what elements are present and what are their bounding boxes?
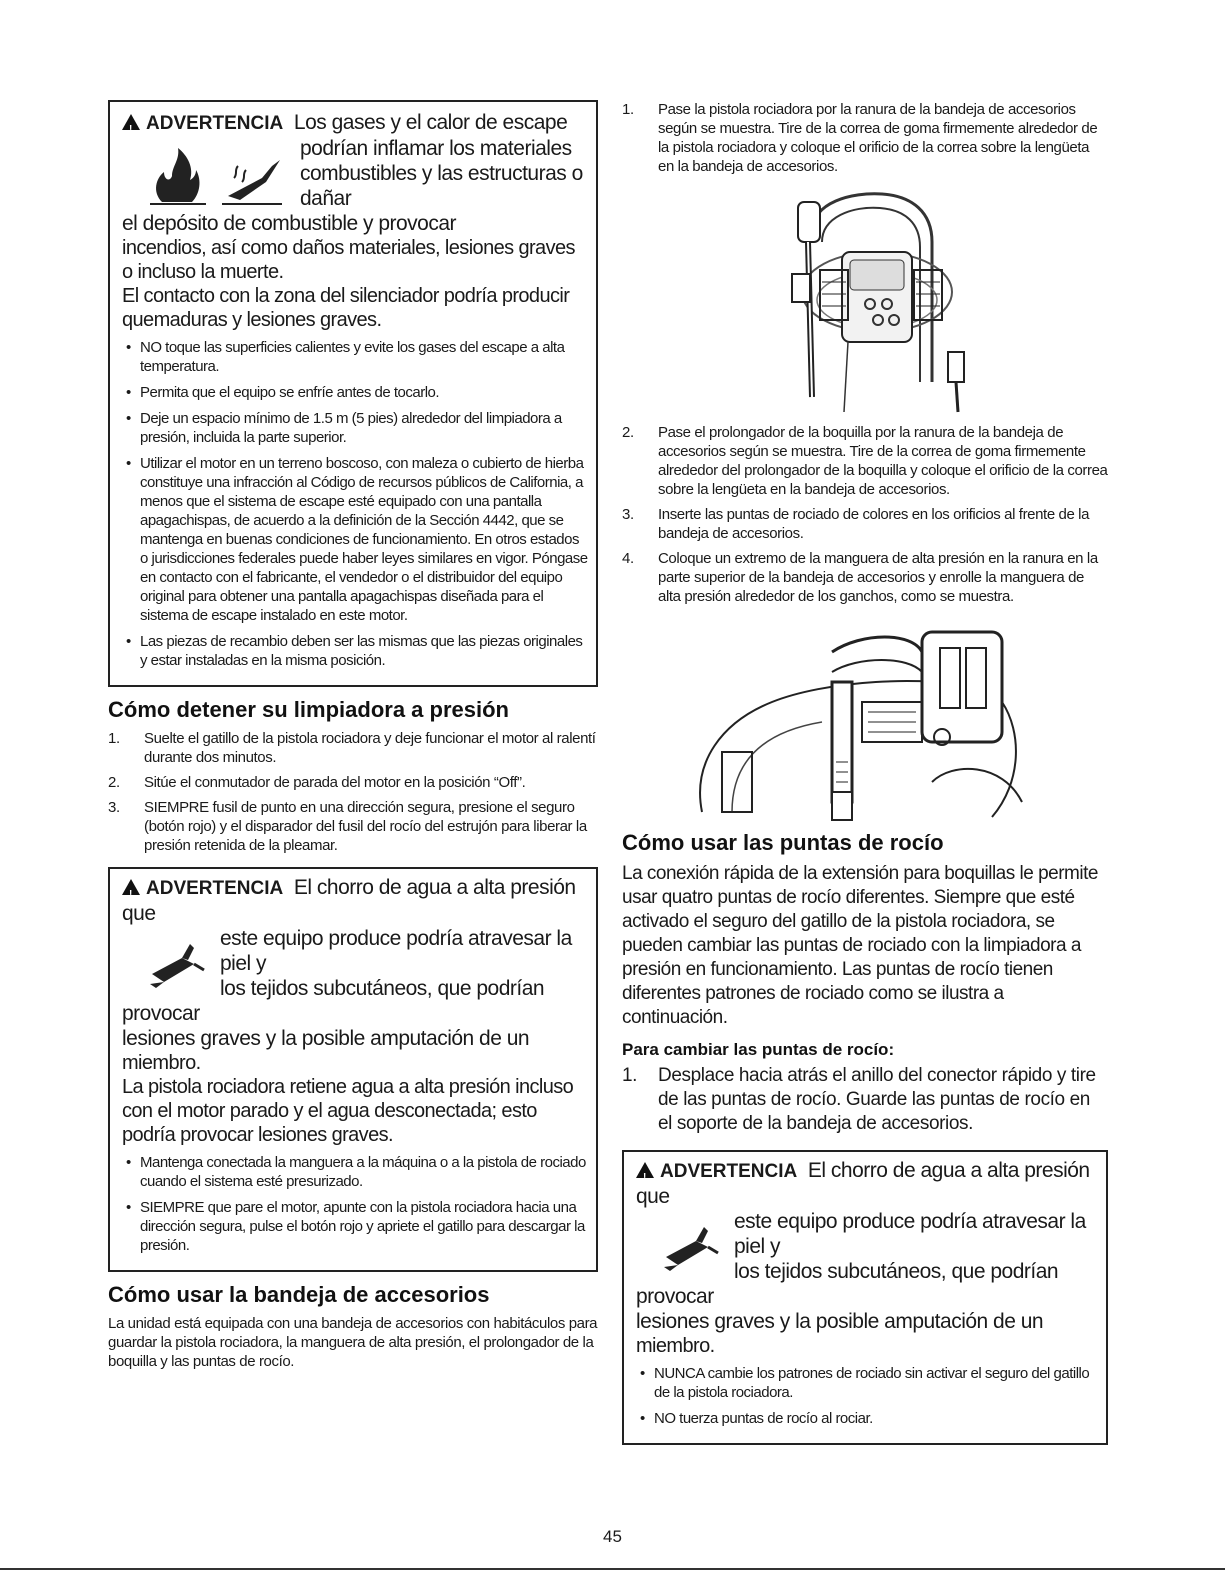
right-column	[622, 100, 1108, 1455]
bottom-divider	[0, 1568, 1225, 1570]
warning-line: este equipo produce podría atravesar la piel y	[734, 1210, 1086, 1258]
tips-paragraph: La conexión rápida de la extensión para boquillas le permite usar quatro puntas de rocío diferentes. Siempre que esté activado el seguro del gatillo de la pistola rociadora, se pueden cambiar las puntas de rociado con la limpiadora a presión en funcionamiento. Las puntas de rocío tienen diferentes patrones de rociado como se ilustra a continuación.	[622, 863, 1098, 1028]
warning-box-exhaust	[108, 100, 598, 687]
warning-body-2: El contacto con la zona del silenciador podría producir quemaduras y lesiones graves.	[122, 285, 570, 331]
list-item: 1. Pase la pistola rociadora por la ranura de la bandeja de accesorios según se muestra. Tire de la correa de goma firmemente alrededor de la pistola rociadora y coloque el orificio de la correa sobre la lengüeta en la bandeja de accesorios.	[622, 101, 1098, 175]
warning-box-injection	[108, 867, 598, 1272]
warning-line: los tejidos subcutáneos, que podrían provocar	[122, 977, 545, 1025]
warning-line: este equipo produce podría atravesar la piel y	[220, 927, 572, 975]
warning-triangle-icon	[122, 114, 140, 130]
list-item: • Mantenga conectada la manguera a la máquina o a la pistola de rociado cuando el sistema esté presurizado.	[122, 1153, 588, 1191]
warning-icons	[142, 928, 212, 994]
warning-line: los tejidos subcutáneos, que podrían provocar	[636, 1260, 1059, 1308]
warning-header	[122, 110, 588, 136]
warning-bullets	[122, 338, 588, 670]
hot-surface-icon	[222, 160, 282, 204]
list-item: 2. Pase el prolongador de la boquilla por la ranura de la bandeja de accesorios según se muestra. Tire de la correa de goma firmemente alrededor del prolongador de la boquilla y coloque el orificio de la correa sobre la lengüeta en la bandeja de accesorios.	[622, 424, 1108, 498]
list-item: • Permita que el equipo se enfríe antes de tocarlo.	[122, 383, 588, 402]
fire-icon	[142, 138, 292, 210]
list-item: 2. Sitúe el conmutador de parada del motor en la posición “Off”.	[108, 774, 526, 791]
stop-steps	[108, 729, 598, 855]
list-item: • Utilizar el motor en un terreno boscoso, con maleza o cubierto de hierba constituye una infracción al Código de recursos públicos de California, a menos que el sistema de escape esté equipado con una pantalla apagachispas, de acuerdo a la definición de la Sección 4442, que se mantenga en buenas condiciones de funcionamiento. En otros estados o jurisdicciones federales puede haber leyes similares en vigor. Póngase en contacto con el fabricante, el vendedor o el distribuidor del equipo original para obtener una pantalla apagachispas diseñada para el sistema de escape instalado en este motor.	[122, 454, 588, 625]
hose-on-hooks-illustration	[622, 612, 1108, 822]
warning-triangle-icon	[122, 879, 140, 895]
list-item: • Deje un espacio mínimo de 1.5 m (5 pies) alrededor del limpiadora a presión, incluida la parte superior.	[122, 409, 588, 447]
warning-triangle-icon	[636, 1162, 654, 1178]
subheading-change-tips: Para cambiar las puntas de rocío:	[622, 1040, 895, 1059]
list-item: 3. SIEMPRE fusil de punto en una dirección segura, presione el seguro (botón rojo) y el disparador del fusil del rocío del estrujón para liberar la presión retenida de la pleamar.	[108, 799, 587, 854]
warning-line: lesiones graves y la posible amputación de un	[636, 1310, 1044, 1333]
injection-hazard-icon	[656, 1211, 726, 1277]
warning-body: miembro.	[636, 1335, 715, 1357]
warning-line: combustibles y las estructuras o dañar	[300, 162, 583, 210]
list-item: • NO toque las superficies calientes y evite los gases del escape a alta temperatura.	[122, 338, 588, 376]
list-item: 1. Suelte el gatillo de la pistola rociadora y deje funcionar el motor al ralentí durante dos minutos.	[108, 730, 596, 766]
warning-icons	[656, 1211, 726, 1277]
tray-steps-b	[622, 423, 1108, 606]
left-column	[108, 100, 598, 1371]
warning-lead: Los gases y el calor de escape	[293, 111, 568, 134]
warning-body: incendios, así como daños materiales, lesiones graves o incluso la muerte.	[122, 237, 575, 283]
spray-gun-in-tray-image	[622, 182, 1108, 417]
section-heading-tray: Cómo usar la bandeja de accesorios	[108, 1282, 490, 1307]
list-item: • Las piezas de recambio deben ser las mismas que las piezas originales y estar instaladas en la misma posición.	[122, 632, 588, 670]
tray-paragraph: La unidad está equipada con una bandeja de accesorios con habitáculos para guardar la pistola rociadora, la manguera de alta presión, el prolongador de la boquilla y las puntas de rocío.	[108, 1315, 598, 1370]
tray-steps-a	[622, 100, 1108, 176]
list-item: • NUNCA cambie los patrones de rociado sin activar el seguro del gatillo de la pistola rociadora.	[636, 1364, 1098, 1402]
warning-header	[636, 1158, 1098, 1209]
warning-label: ADVERTENCIA	[660, 1161, 798, 1182]
list-item: 3. Inserte las puntas de rociado de colores en los orificios al frente de la bandeja de accesorios.	[622, 506, 1090, 542]
section-heading-tips: Cómo usar las puntas de rocío	[622, 830, 944, 855]
warning-bullets	[636, 1364, 1098, 1428]
spray-gun-tray-illustration	[622, 182, 1108, 417]
change-tips-steps	[622, 1064, 1108, 1136]
warning-line: el depósito de combustible y provocar	[122, 212, 457, 235]
warning-icons	[142, 138, 292, 210]
injection-hazard-icon	[142, 928, 212, 994]
warning-body-2: La pistola rociadora retiene agua a alta presión incluso con el motor parado y el agua desconectada; esto podría provocar lesiones graves.	[122, 1076, 574, 1146]
list-item: • NO tuerza puntas de rocío al rociar.	[636, 1409, 1098, 1428]
warning-bullets	[122, 1153, 588, 1255]
warning-line: lesiones graves y la posible amputación de un	[122, 1027, 530, 1050]
list-item: • SIEMPRE que pare el motor, apunte con la pistola rociadora hacia una dirección segura, pulse el botón rojo y apriete el gatillo para descargar la presión.	[122, 1198, 588, 1255]
page-number: 45	[603, 1527, 622, 1546]
section-heading-stop: Cómo detener su limpiadora a presión	[108, 697, 509, 722]
warning-lead: El chorro de agua a alta presión que	[122, 876, 576, 925]
warning-header	[122, 875, 588, 926]
warning-line: podrían inflamar los materiales	[300, 137, 572, 160]
warning-box-tips	[622, 1150, 1108, 1445]
warning-label: ADVERTENCIA	[146, 113, 284, 134]
list-item: 1. Desplace hacia atrás el anillo del conector rápido y tire de las puntas de rocío. Guarde las puntas de rocío en el soporte de la bandeja de accesorios.	[622, 1065, 1096, 1134]
warning-label: ADVERTENCIA	[146, 878, 284, 899]
warning-body: miembro.	[122, 1052, 201, 1074]
list-item: 4. Coloque un extremo de la manguera de alta presión en la ranura en la parte superior de la bandeja de accesorios y enrolle la manguera de alta presión alrededor de los ganchos, como se muestra.	[622, 550, 1098, 605]
warning-lead: El chorro de agua a alta presión que	[636, 1159, 1090, 1208]
hose-wrapped-image	[622, 612, 1108, 822]
